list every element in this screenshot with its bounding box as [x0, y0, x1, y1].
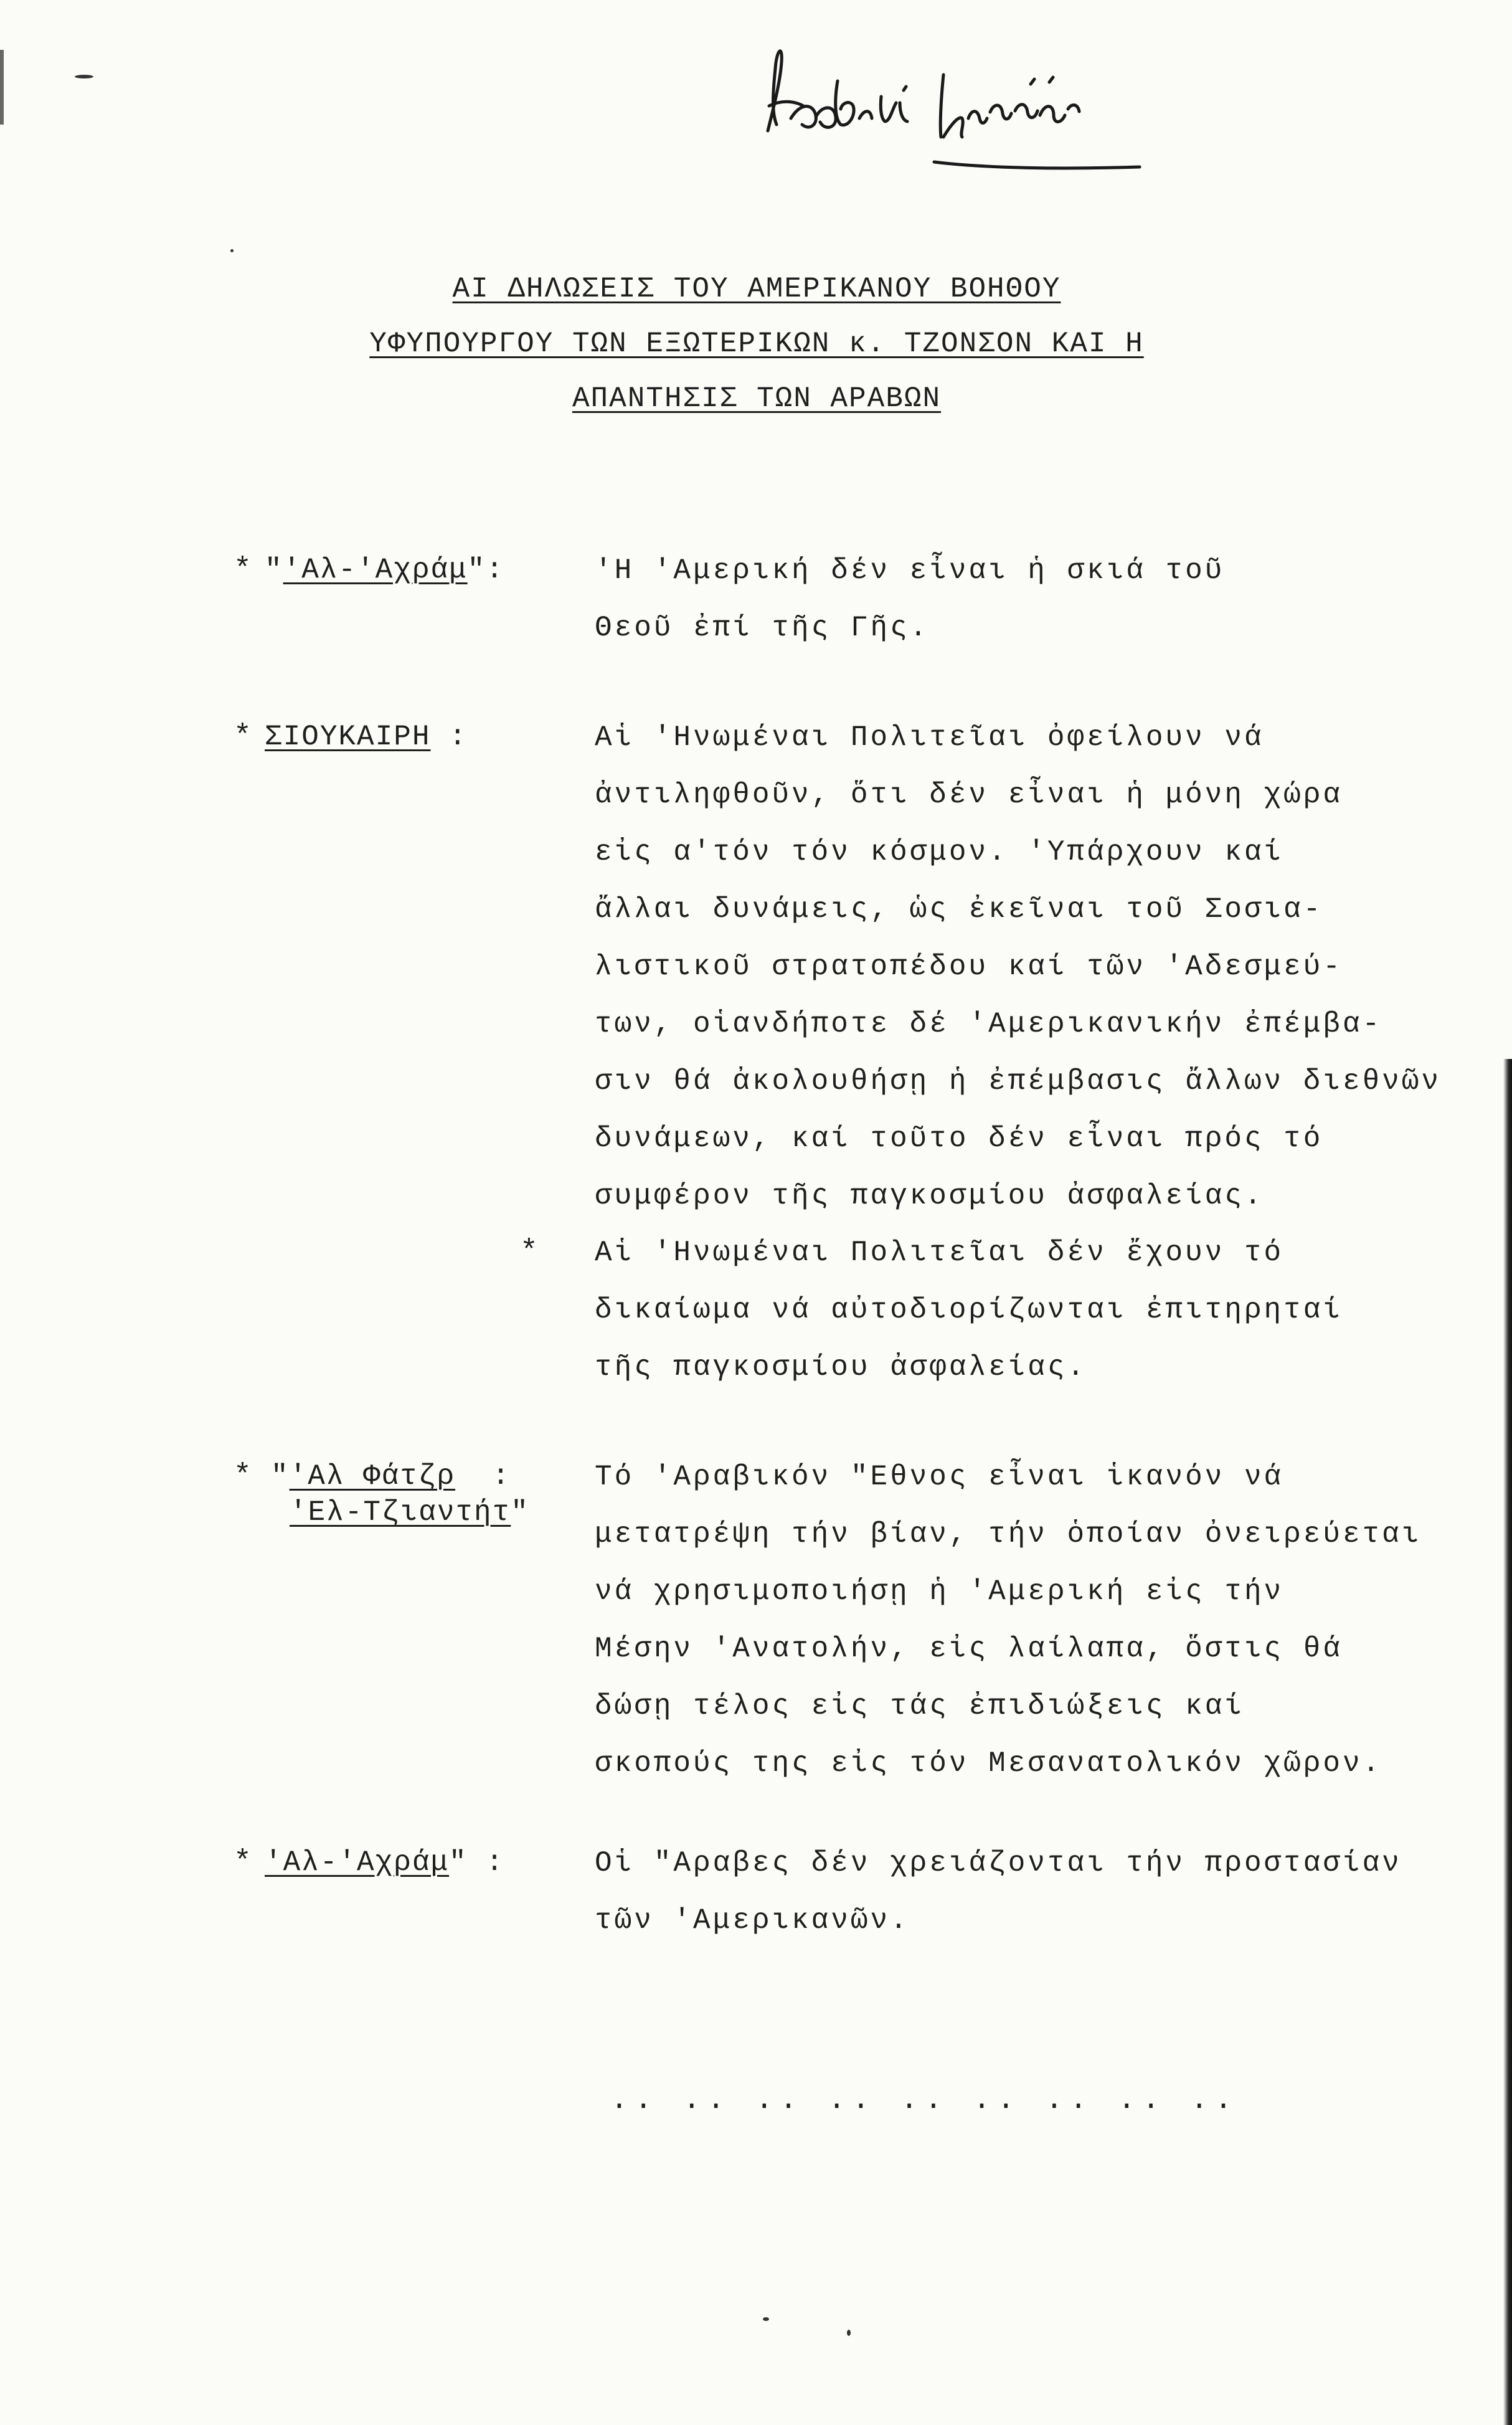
text-line: Θεοῦ ἐπί τῆς Γῆς.: [595, 612, 930, 644]
text-line: Οἱ "Αραβες δέν χρειάζονται τήν προστασίαν: [595, 1847, 1402, 1879]
bullet-star: *: [234, 553, 252, 587]
scan-speck: [230, 249, 234, 252]
statement-text: [595, 709, 1454, 1225]
document-title: [187, 262, 1326, 426]
scan-speck: [763, 2317, 769, 2321]
text-line: μετατρέψη τήν βίαν, τήν ὁποίαν ὀνειρεύεται: [595, 1518, 1422, 1550]
text-line: τῶν 'Αμερικανῶν.: [595, 1904, 910, 1937]
statement-text: [595, 542, 1454, 657]
text-line: εἰς α'τόν τόν κόσμον. 'Υπάρχουν καί: [595, 836, 1284, 868]
title-line-2: ΥΦΥΠΟΥΡΓΟΥ ΤΩΝ ΕΞΩΤΕΡΙΚΩΝ κ. ΤΖΟΝΣΟΝ ΚΑΙ Η: [369, 328, 1144, 360]
title-line-3: ΑΠΑΝΤΗΣΙΣ ΤΩΝ ΑΡΑΒΩΝ: [572, 382, 942, 415]
text-line: σκοπούς της εἰς τόν Μεσανατολικόν χῶρον.: [595, 1747, 1382, 1780]
text-line: σιν θά ἀκολουθήσῃ ἡ ἐπέμβασις ἄλλων διεθνῶν: [595, 1065, 1441, 1098]
text-line: των, οἱανδήποτε δέ 'Αμερικανικήν ἐπέμβα-: [595, 1008, 1382, 1040]
source-name: 'Αλ-'Αχράμ" :: [265, 1846, 504, 1879]
text-line: ἄλλαι δυνάμεις, ὡς ἐκεῖναι τοῦ Σοσια-: [595, 893, 1323, 926]
handwritten-annotation: [757, 37, 1317, 199]
text-line: Τό 'Αραβικόν "Εθνος εἶναι ἱκανόν νά: [595, 1461, 1284, 1493]
text-line: Αἱ 'Ηνωμέναι Πολιτεῖαι δέν ἔχουν τό: [595, 1236, 1284, 1269]
text-line: δικαίωμα νά αὐτοδιορίζωνται ἐπιτηρηταί: [595, 1294, 1343, 1326]
text-line: συμφέρον τῆς παγκοσμίου ἀσφαλείας.: [595, 1180, 1264, 1212]
bullet-star: *: [234, 720, 252, 754]
statement-text: [595, 1448, 1454, 1792]
bullet-star: *: [520, 1235, 538, 1269]
title-line-1: ΑΙ ΔΗΛΩΣΕΙΣ ΤΟΥ ΑΜΕΡΙΚΑΝΟΥ ΒΟΗΘΟΥ: [452, 273, 1061, 305]
scan-speck: [75, 75, 93, 78]
scan-edge-shadow: [1503, 1059, 1512, 2425]
closing-dots: .. .. .. .. .. .. .. .. ..: [610, 2084, 1239, 2117]
text-line: δυνάμεων, καί τοῦτο δέν εἶναι πρός τό: [595, 1122, 1323, 1155]
bullet-star: *: [234, 1459, 252, 1493]
statement-text: [595, 1224, 1454, 1396]
text-line: 'Η 'Αμερική δέν εἶναι ἡ σκιά τοῦ: [595, 554, 1225, 587]
source-name: "'Αλ-'Αχράμ":: [265, 554, 504, 586]
text-line: νά χρησιμοποιήσῃ ἡ 'Αμερική εἰς τήν: [595, 1575, 1284, 1608]
bullet-star: *: [234, 1846, 252, 1879]
scan-speck: [847, 2330, 851, 2336]
source-name: "'Αλ Φάτζρ : 'Ελ-Τζιαντήτ": [271, 1460, 529, 1529]
text-line: τῆς παγκοσμίου ἀσφαλείας.: [595, 1351, 1087, 1383]
text-line: δώσῃ τέλος εἰς τάς ἐπιδιώξεις καί: [595, 1690, 1244, 1722]
text-line: λιστικοῦ στρατοπέδου καί τῶν 'Αδεσμεύ-: [595, 951, 1343, 983]
source-name: ΣΙΟΥΚΑΙΡΗ :: [265, 721, 468, 753]
text-line: Αἱ 'Ηνωμέναι Πολιτεῖαι ὀφείλουν νά: [595, 721, 1264, 754]
statement-text: [595, 1834, 1454, 1949]
text-line: ἀντιληφθοῦν, ὅτι δέν εἶναι ἡ μόνη χώρα: [595, 779, 1343, 811]
text-line: Μέσην 'Ανατολήν, εἰς λαίλαπα, ὅστις θά: [595, 1633, 1343, 1665]
scan-edge-mark: [0, 50, 4, 125]
handwritten-annotation-text: Αραβικά Επίκαιρα: [762, 115, 768, 116]
